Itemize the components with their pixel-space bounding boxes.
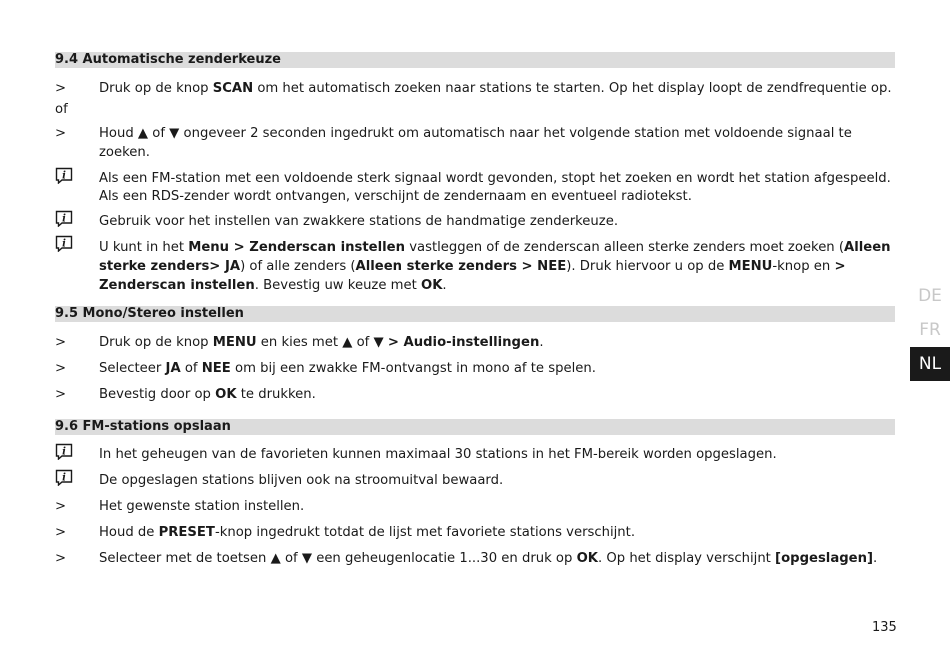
scan-key: SCAN <box>212 81 254 96</box>
section-heading-9-5: 9.5 Mono/Stereo instellen <box>55 306 895 322</box>
section-heading-9-4: 9.4 Automatische zenderkeuze <box>55 52 895 68</box>
step-marker: > <box>55 81 67 96</box>
step-marker: > <box>55 361 67 376</box>
tab-de[interactable]: DE <box>918 286 942 306</box>
info-icon <box>55 443 73 460</box>
info-icon <box>55 469 73 486</box>
tab-nl[interactable]: NL <box>910 347 950 381</box>
info-icon <box>55 210 73 227</box>
svg-text:i: i <box>62 238 66 250</box>
up-arrow-icon: ▲ <box>270 551 281 566</box>
language-tabs <box>910 279 950 381</box>
up-arrow-icon: ▲ <box>137 126 149 141</box>
step-marker: > <box>55 335 67 350</box>
section-heading-9-6: 9.6 FM-stations opslaan <box>55 419 895 435</box>
info-icon <box>55 167 73 184</box>
down-arrow-icon: ▼ <box>373 335 384 350</box>
step-marker: > <box>55 126 67 141</box>
svg-text:i: i <box>62 213 66 225</box>
svg-text:i: i <box>62 170 66 182</box>
down-arrow-icon: ▼ <box>301 551 313 566</box>
svg-text:i: i <box>62 446 66 458</box>
step-marker: > <box>55 387 67 402</box>
tab-fr[interactable]: FR <box>919 320 941 340</box>
down-arrow-icon: ▼ <box>169 126 180 141</box>
page-number: 135 <box>872 620 897 635</box>
step-marker: > <box>55 525 67 540</box>
up-arrow-icon: ▲ <box>342 335 353 350</box>
step-marker: > <box>55 551 67 566</box>
step-marker: > <box>55 499 67 514</box>
svg-text:i: i <box>62 472 66 484</box>
info-icon <box>55 235 73 252</box>
